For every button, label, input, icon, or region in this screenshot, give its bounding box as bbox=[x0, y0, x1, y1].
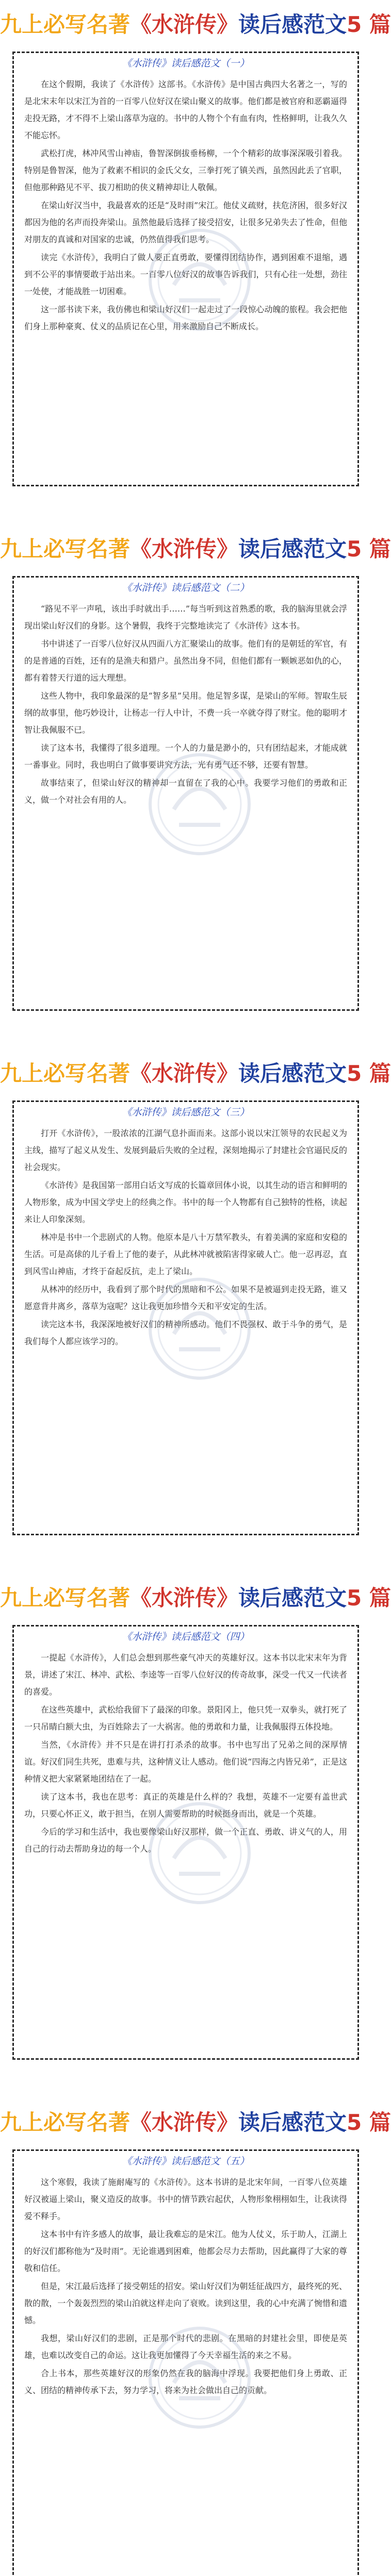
essay-box bbox=[12, 576, 359, 1011]
essay-paragraph: 《水浒传》是我国第一部用白话文写成的长篇章回体小说，以其生动的语言和鲜明的人物形象，成为中国文学史上的经典之作。书中的每一个人物都有自己独特的性格，读起来让人印象深刻。 bbox=[24, 1180, 347, 1224]
essay-section-2 bbox=[0, 524, 391, 1040]
essay-subtitle: 《水浒传》读后感范文（三） bbox=[122, 1107, 250, 1118]
essay-paragraph: 故事结束了，但梁山好汉的精神却一直留在了我的心中。我要学习他们的勇敢和正义，做一个对社会有用的人。 bbox=[24, 778, 347, 805]
essay-body bbox=[24, 2174, 347, 2576]
essay-section-1 bbox=[0, 0, 391, 515]
essay-paragraph: 今后的学习和生活中，我也要像梁山好汉那样，做一个正直、勇敢、讲义气的人，用自己的行动去帮助身边的每一个人。 bbox=[24, 1827, 347, 1854]
essay-body bbox=[24, 1125, 347, 1529]
essay-paragraph: 书中讲述了一百零八位好汉从四面八方汇聚梁山的故事。他们有的是朝廷的军官，有的是普通的百姓，还有的是渔夫和猎户。虽然出身不同，但他们都有一颗嫉恶如仇的心，都有着替天行道的远大理想。 bbox=[24, 639, 347, 683]
section-heading: 九上必写名著《水浒传》读后感范文5 篇 bbox=[0, 2110, 391, 2135]
essay-paragraph: 当然，《水浒传》并不只是在讲打打杀杀的故事。书中也写出了兄弟之间的深厚情谊。好汉们同生共死，患难与共，这种情义让人感动。他们说“四海之内皆兄弟”，正是这种情义把大家紧紧地团结在了一起。 bbox=[24, 1740, 347, 1784]
essay-body bbox=[24, 1649, 347, 2053]
essay-paragraph: 这本书中有许多感人的故事，最让我难忘的是宋江。他为人仗义，乐于助人，江湖上的好汉们都称他为“及时雨”。无论谁遇到困难，他都会尽力去帮助，因此赢得了大家的尊敬和信任。 bbox=[24, 2229, 347, 2273]
essay-box bbox=[12, 2149, 359, 2576]
essay-body bbox=[24, 600, 347, 1004]
essay-paragraph: 武松打虎，林冲风雪山神庙，鲁智深倒拔垂杨柳，一个个精彩的故事深深吸引着我。特别是鲁智深，他为了救素不相识的金氏父女，三拳打死了镇关西，虽然因此丢了官职，但他那种路见不平、拔刀相助的侠义精神却让人敬佩。 bbox=[24, 148, 347, 192]
essay-paragraph: “路见不平一声吼，该出手时就出手……”每当听到这首熟悉的歌，我的脑海里就会浮现出梁山好汉们的身影。这个暑假，我终于完整地读完了《水浒传》这本书。 bbox=[24, 604, 347, 631]
essay-subtitle: 《水浒传》读后感范文（五） bbox=[122, 2156, 250, 2167]
essay-paragraph: 合上书本，那些英雄好汉的形象仍然在我的脑海中浮现。我要把他们身上勇敢、正义、团结的精神传承下去，努力学习，将来为社会做出自己的贡献。 bbox=[24, 2368, 347, 2395]
essay-paragraph: 这一部书读下来，我仿佛也和梁山好汉们一起走过了一段惊心动魄的旅程。我会把他们身上那种豪爽、仗义的品质记在心里，用来激励自己不断成长。 bbox=[24, 304, 347, 331]
section-heading: 九上必写名著《水浒传》读后感范文5 篇 bbox=[0, 536, 391, 562]
section-heading: 九上必写名著《水浒传》读后感范文5 篇 bbox=[0, 1061, 391, 1086]
essay-box bbox=[12, 52, 359, 486]
essay-section-5 bbox=[0, 2098, 391, 2576]
essay-body bbox=[24, 76, 347, 480]
section-heading: 九上必写名著《水浒传》读后感范文5 篇 bbox=[0, 12, 391, 37]
essay-paragraph: 从林冲的经历中，我看到了那个时代的黑暗和不公。如果不是被逼到走投无路，谁又愿意背井离乡，落草为寇呢？这让我更加珍惜今天和平安定的生活。 bbox=[24, 1284, 347, 1311]
essay-box bbox=[12, 1625, 359, 2060]
essay-paragraph: 在梁山好汉当中，我最喜欢的还是“及时雨”宋江。他仗义疏财，扶危济困，很多好汉都因为他的名声而投奔梁山。虽然他最后选择了接受招安，让很多兄弟失去了性命，但他对朋友的真诚和对国家的忠诚，仍然值得我们思考。 bbox=[24, 200, 347, 244]
essay-paragraph: 这个寒假，我读了施耐庵写的《水浒传》。这本书讲的是北宋年间，一百零八位英雄好汉被逼上梁山，聚义造反的故事。书中的情节跌宕起伏，人物形象栩栩如生，让我读得爱不释手。 bbox=[24, 2177, 347, 2221]
essay-paragraph: 在这个假期，我读了《水浒传》这部书。《水浒传》是中国古典四大名著之一，写的是北宋末年以宋江为首的一百零八位好汉在梁山聚义的故事。他们都是被官府和恶霸逼得走投无路，才不得不上梁山落草为寇的。书中的人物个个有血有肉，性格鲜明，让我久久不能忘怀。 bbox=[24, 79, 347, 140]
essay-paragraph: 我想，梁山好汉们的悲剧，正是那个时代的悲剧。在黑暗的封建社会里，即使是英雄，也难以改变自己的命运。这让我更加懂得了今天幸福生活的来之不易。 bbox=[24, 2333, 347, 2360]
essay-paragraph: 但是，宋江最后选择了接受朝廷的招安。梁山好汉们为朝廷征战四方，最终死的死、散的散，一个轰轰烈烈的梁山泊就这样走向了衰败。读到这里，我的心中充满了惋惜和遗憾。 bbox=[24, 2281, 347, 2325]
essay-subtitle: 《水浒传》读后感范文（四） bbox=[122, 1631, 250, 1642]
essay-paragraph: 读完这本书，我深深地被好汉们的精神所感动。他们不畏强权、敢于斗争的勇气，是我们每个人都应该学习的。 bbox=[24, 1319, 347, 1346]
essay-paragraph: 打开《水浒传》，一股浓浓的江湖气息扑面而来。这部小说以宋江领导的农民起义为主线，描写了起义从发生、发展到最后失败的全过程，深刻地揭示了封建社会官逼民反的社会现实。 bbox=[24, 1128, 347, 1172]
essay-subtitle: 《水浒传》读后感范文（一） bbox=[122, 58, 250, 69]
essay-subtitle: 《水浒传》读后感范文（二） bbox=[122, 582, 250, 594]
essay-paragraph: 读完《水浒传》，我明白了做人要正直勇敢，要懂得团结协作，遇到困难不退缩，遇到不公平的事情要敢于站出来。一百零八位好汉的故事告诉我们，只有心往一处想，劲往一处使，才能战胜一切困难。 bbox=[24, 252, 347, 296]
essay-paragraph: 这些人物中，我印象最深的是“智多星”吴用。他足智多谋，是梁山的军师。智取生辰纲的故事里，他巧妙设计，让杨志一行人中计，不费一兵一卒就夺得了财宝。他的聪明才智让我佩服不已。 bbox=[24, 691, 347, 735]
essay-paragraph: 读了这本书，我也在思考：真正的英雄是什么样的？我想，英雄不一定要有盖世武功，只要心怀正义，敢于担当，在别人需要帮助的时候挺身而出，就是一个英雄。 bbox=[24, 1792, 347, 1819]
essay-paragraph: 一提起《水浒传》，人们总会想到那些豪气冲天的英雄好汉。这本书以北宋末年为背景，讲述了宋江、林冲、武松、李逵等一百零八位好汉的传奇故事，深受一代又一代读者的喜爱。 bbox=[24, 1653, 347, 1697]
essay-paragraph: 林冲是书中一个悲剧式的人物。他原本是八十万禁军教头，有着美满的家庭和安稳的生活。可是高俅的儿子看上了他的妻子，从此林冲就被陷害得家破人亡。他一忍再忍，直到风雪山神庙，才终于奋起反抗，走上了梁山。 bbox=[24, 1232, 347, 1276]
section-heading: 九上必写名著《水浒传》读后感范文5 篇 bbox=[0, 1585, 391, 1611]
essay-paragraph: 读了这本书，我懂得了很多道理。一个人的力量是渺小的，只有团结起来，才能成就一番事业。同时，我也明白了做事要讲究方法，光有勇气还不够，还要有智慧。 bbox=[24, 743, 347, 770]
essay-box bbox=[12, 1100, 359, 1535]
essay-paragraph: 在这些英雄中，武松给我留下了最深的印象。景阳冈上，他只凭一双拳头，就打死了一只吊睛白额大虫，为百姓除去了一大祸害。他的勇敢和力量，让我佩服得五体投地。 bbox=[24, 1705, 347, 1732]
essay-section-3 bbox=[0, 1049, 391, 1564]
essay-section-4 bbox=[0, 1573, 391, 2089]
